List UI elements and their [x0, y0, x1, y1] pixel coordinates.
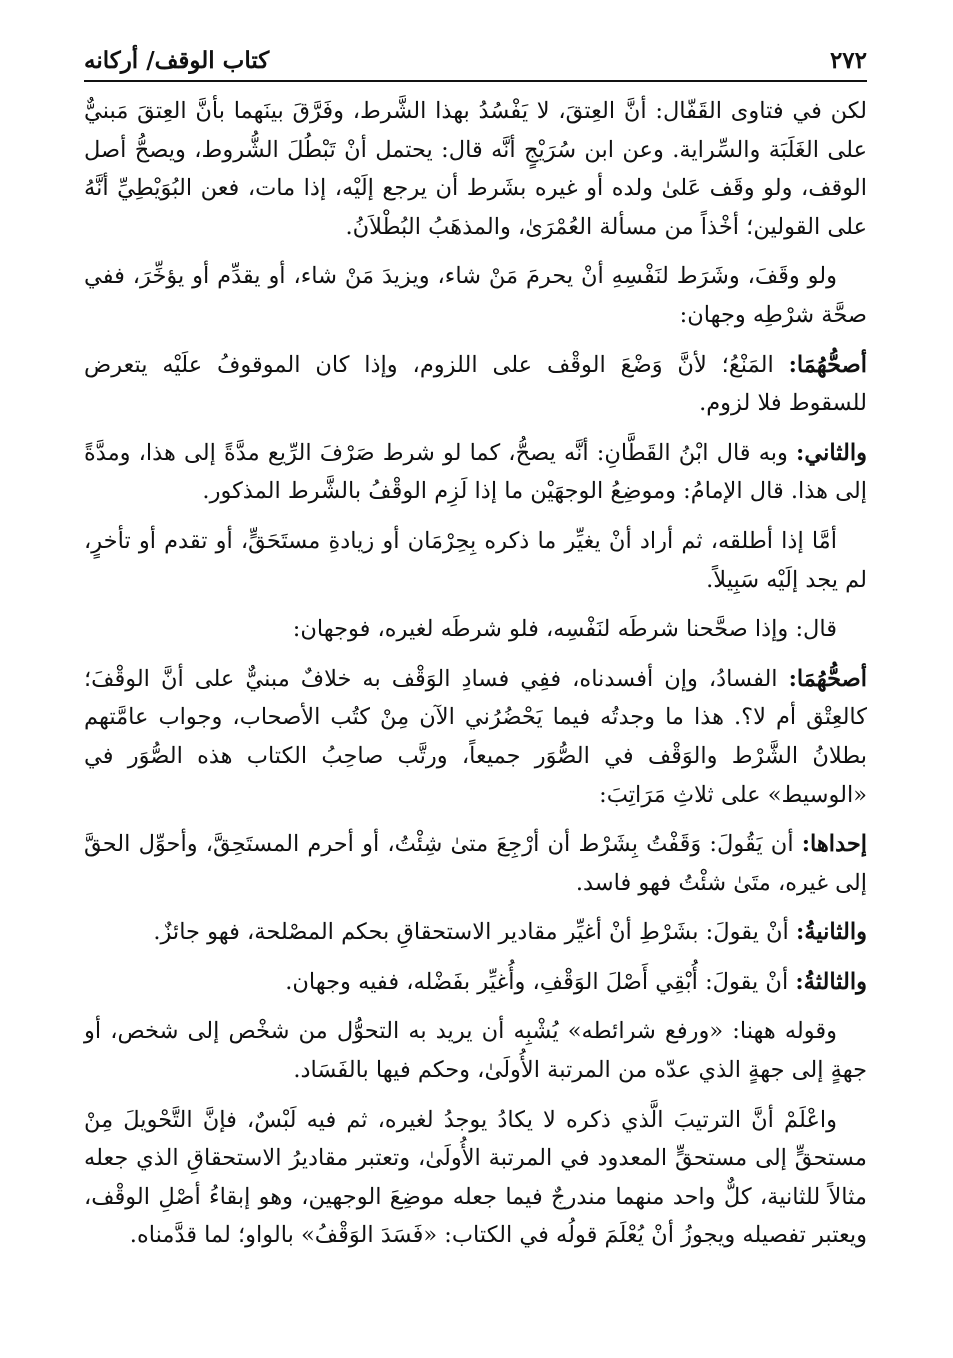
paragraph-text: أنْ يقولَ: أُبْقِي أَصْلَ الوَقْفِ، وأُغيِّر بفَضْله، ففيه وجهان.	[285, 968, 796, 995]
paragraph-text: المَنْعُ؛ لأنَّ وَضْعَ الوقْف على اللزوم، وإذا كان الموقوفُ علَيْه يتعرض للسقوط فلا لزوم.	[84, 351, 867, 417]
page-number: ٢٧٢	[829, 47, 867, 74]
running-title: كتاب الوقف/ أركانه	[84, 47, 270, 74]
page-header	[84, 34, 867, 74]
paragraph-text: الفسادُ، وإن أفسدناه، ففِي فسادِ الوَقْف به خلافٌ مبنيٌّ على أنَّ الوقْفَ؛ كالعِتْق أم لا؟. هذا ما وجدتُه فيما يَحْضُرُني الآن مِنْ كتُب الأصحاب، وجواب عامَّتهم بطلانُ الشَّرْط والوَقْف في الصُّوَر جميعاً، ورتَّب صاحِبُ الكتاب هذه الصُّوَر في «الوسيط» على ثلاثِ مَرَاتِبَ:	[84, 665, 867, 808]
paragraph-12	[84, 1101, 867, 1255]
paragraph-9	[84, 913, 867, 952]
paragraph-lead: أصحُّهُمَا:	[788, 351, 867, 378]
paragraph-lead: والثاني:	[796, 439, 867, 466]
paragraph-text: وقوله ههنا: «ورفع شرائطه» يُشْبِه أن يريد به التحوُّل من شخْص إلى شخص، أو جهةٍ إلى جهةٍ الذي عدّه من المرتبة الأُولَىٰ، وحكم فيها بالفَسَاد.	[84, 1018, 867, 1084]
paragraph-5	[84, 522, 867, 599]
paragraph-1	[84, 92, 867, 246]
paragraph-text: وبه قال ابْنُ القَطَّانِ: أنَّه يصحُّ، كما لو شرط صَرْفَ الرِّيع مدَّةً إلى هذا، ومدَّةً إلى هذا. قال الإمامُ: وموضِعُ الوجهَيْن ما إذا لَزِم الوقْفُ بالشَّرط المذكور.	[84, 439, 867, 505]
paragraph-text: لكن في فتاوى القَفّال: أنَّ العِتقَ، لا يَفْسُدُ بهذا الشَّرط، وفَرَّقَ بينَهما بأنَّ العِتقَ مَبنيٌّ على الغَلَبَة والسِّراية. وعن ابن سُرَيْجٍ أنَّه قال: يحتمل أنْ تَبْطُلَ الشُّروط، ويصحُّ أصل الوقف، ولو وقَف عَلىٰ ولده أو غيره بشَرط أن يرجع إلَيْه، إذا مات، فعن البُوَيْطِيِّ أنَّهُ على القولين؛ أخْذاً من مسألة العُمْرَىٰ، والمذهَبُ البُطْلاَنُ.	[84, 98, 867, 240]
paragraph-8	[84, 825, 867, 902]
paragraph-3	[84, 346, 867, 423]
paragraph-lead: أصحُّهُمَا:	[788, 665, 867, 692]
paragraph-text: أن يَقُولَ: وَقَفْتُ بِشَرْط أن أرْجِعَ متىٰ شِئْتُ، أو أحرم المستَحِقَّ، وأحوِّل الحقَّ إلى غيره، متَىٰ شئْتُ فهو فاسد.	[84, 831, 867, 896]
page-body	[84, 92, 867, 1266]
paragraph-text: أنْ يقولَ: بشَرْطِ أنْ أغيِّر مقادير الاستحقاقِ بحكم المصْلحة، فهو جائزٌ.	[153, 919, 796, 946]
paragraph-10	[84, 963, 867, 1002]
paragraph-11	[84, 1012, 867, 1089]
header-rule	[84, 80, 867, 82]
paragraph-7	[84, 660, 867, 814]
paragraph-6	[84, 610, 867, 649]
paragraph-text: أمَّا إذا أطلقه، ثم أراد أنْ يغيِّر ما ذكره بِحِرْمَان أو زيادةِ مستَحَقٍّ، أو تقدم أو تأخرٍ، لم يجد إلَيْه سَبِيلاً.	[84, 527, 867, 593]
paragraph-2	[84, 257, 867, 334]
paragraph-text: واعْلَمْ أنَّ الترتيبَ الَّذي ذكره لا يكادُ يوجدُ لغيره، ثم فيه لَبْسٌ، فإنَّ التَّحْويلَ مِنْ مستحقٍّ إلى مستحقٍّ المعدود في المرتبة الأُولَىٰ، وتعتبر مقاديرُ الاستحقاقِ الذي جعله مثالاً للثانية، كلٌّ واحد منهما مندرجٌ فيما جعله موضِعَ الوجهين، وهو إبقاءُ أصْلِ الوقْف، ويعتبر تفصيله ويجوزُ أنْ يُعْلَمَ قولُه في الكتاب: «فَسَدَ الوَقْفُ» بالواو؛ لما قدَّمناه.	[84, 1106, 867, 1249]
paragraph-lead: والثالثةُ:	[795, 968, 867, 995]
paragraph-text: قال: وإذا صحَّحنا شرطَه لنَفْسِه، فلو شرطَه لغيره، فوجهان:	[292, 616, 837, 643]
paragraph-lead: والثانيةُ:	[795, 919, 867, 946]
paragraph-text: ولو وقَفَ، وشَرَط لنَفْسِهِ أنْ يحرمَ مَنْ شاء، ويزيدَ مَنْ شاء، أو يقدِّم أو يؤخِّرَ، ففي صحَّة شرْطِه وجهان:	[84, 263, 867, 328]
paragraph-4	[84, 434, 867, 511]
paragraph-lead: إحداها:	[801, 831, 867, 858]
